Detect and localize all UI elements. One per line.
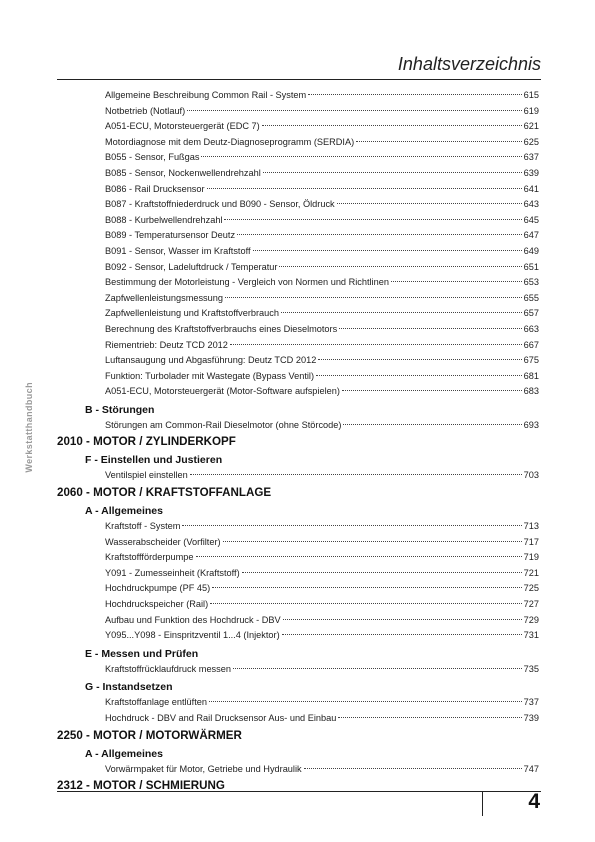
footer-divider bbox=[57, 791, 541, 792]
toc-entry[interactable] bbox=[105, 550, 539, 566]
toc-entry-page: 657 bbox=[523, 308, 539, 319]
dot-leader bbox=[237, 234, 522, 235]
toc-entry[interactable] bbox=[105, 662, 539, 678]
toc-entry[interactable] bbox=[105, 104, 539, 120]
toc-entry-title: Y091 - Zumesseinheit (Kraftstoff) bbox=[105, 567, 240, 578]
toc-entry-page: 735 bbox=[523, 663, 539, 674]
toc-entry[interactable] bbox=[105, 519, 539, 535]
toc-entry-title: B086 - Rail Drucksensor bbox=[105, 183, 205, 194]
toc-entry-page: 729 bbox=[523, 614, 539, 625]
toc-entry-page: 663 bbox=[523, 323, 539, 334]
toc-entry-title: Zapfwellenleistung und Kraftstoffverbrauch bbox=[105, 308, 279, 319]
toc-entry-title: B055 - Sensor, Fußgas bbox=[105, 152, 200, 163]
toc-entry-title: Y095...Y098 - Einspritzventil 1...4 (Injektor) bbox=[105, 630, 280, 641]
toc-entry-title: B092 - Sensor, Ladeluftdruck / Temperatur bbox=[105, 261, 278, 272]
toc-entry-page: 727 bbox=[523, 599, 539, 610]
dot-leader bbox=[224, 219, 521, 220]
toc-entry-title: Hochdruckspeicher (Rail) bbox=[105, 599, 209, 610]
section-heading: E - Messen und Prüfen bbox=[85, 647, 199, 660]
toc-entry-title: Kraftstoffrücklaufdruck messen bbox=[105, 663, 231, 674]
toc-entry[interactable] bbox=[105, 291, 539, 307]
section-heading: A - Allgemeines bbox=[85, 747, 163, 760]
toc-entry-page: 651 bbox=[523, 261, 539, 272]
dot-leader bbox=[281, 312, 522, 313]
toc-entry-page: 619 bbox=[523, 105, 539, 116]
toc-entry[interactable] bbox=[105, 711, 539, 727]
toc-entry-title: Kraftstoffanlage entlüften bbox=[105, 697, 207, 708]
toc-entry-title: Motordiagnose mit dem Deutz-Diagnoseprogramm (SERDIA) bbox=[105, 136, 355, 147]
toc-entry[interactable] bbox=[105, 369, 539, 385]
toc-entry-title: Zapfwellenleistungsmessung bbox=[105, 292, 223, 303]
chapter-heading: 2010 - MOTOR / ZYLINDERKOPF bbox=[57, 435, 236, 449]
toc-entry[interactable] bbox=[105, 613, 539, 629]
toc-entry-title: Ventilspiel einstellen bbox=[105, 470, 188, 481]
table-of-contents bbox=[57, 88, 541, 794]
toc-entry-title: Notbetrieb (Notlauf) bbox=[105, 105, 186, 116]
dot-leader bbox=[212, 587, 521, 588]
toc-entry-page: 643 bbox=[523, 199, 539, 210]
section-heading: B - Störungen bbox=[85, 403, 155, 416]
toc-entry-page: 655 bbox=[523, 292, 539, 303]
toc-entry-page: 639 bbox=[523, 167, 539, 178]
dot-leader bbox=[225, 297, 522, 298]
toc-entry[interactable] bbox=[105, 384, 539, 400]
toc-entry-page: 725 bbox=[523, 583, 539, 594]
dot-leader bbox=[338, 717, 521, 718]
toc-entry[interactable] bbox=[105, 119, 539, 135]
toc-entry-title: Berechnung des Kraftstoffverbrauchs eines Dieselmotors bbox=[105, 323, 338, 334]
toc-entry-page: 739 bbox=[523, 713, 539, 723]
dot-leader bbox=[356, 141, 521, 142]
toc-entry-title: Kraftstoff - System bbox=[105, 521, 181, 532]
toc-entry-page: 645 bbox=[523, 214, 539, 225]
toc-entry-title: Vorwärmpaket für Motor, Getriebe und Hydraulik bbox=[105, 763, 302, 774]
dot-leader bbox=[233, 668, 522, 669]
footer-vertical-divider bbox=[482, 791, 483, 816]
dot-leader bbox=[391, 281, 522, 282]
toc-entry-page: 717 bbox=[523, 536, 539, 547]
toc-entry[interactable] bbox=[105, 213, 539, 229]
toc-entry[interactable] bbox=[105, 581, 539, 597]
toc-entry[interactable] bbox=[105, 135, 539, 151]
section-heading: F - Einstellen und Justieren bbox=[85, 454, 223, 467]
dot-leader bbox=[283, 619, 522, 620]
dot-leader bbox=[207, 188, 522, 189]
toc-entry-page: 625 bbox=[523, 136, 539, 147]
toc-entry-page: 681 bbox=[523, 370, 539, 381]
dot-leader bbox=[253, 250, 522, 251]
dot-leader bbox=[262, 125, 522, 126]
toc-entry-page: 647 bbox=[523, 230, 539, 241]
toc-entry[interactable] bbox=[105, 566, 539, 582]
toc-entry[interactable] bbox=[105, 353, 539, 369]
toc-entry[interactable] bbox=[105, 228, 539, 244]
dot-leader bbox=[190, 474, 522, 475]
toc-entry[interactable] bbox=[105, 150, 539, 166]
toc-entry-title: Luftansaugung und Abgasführung: Deutz TCD 2012 bbox=[105, 355, 317, 366]
dot-leader bbox=[196, 556, 522, 557]
page-title: Inhaltsverzeichnis bbox=[397, 54, 541, 74]
dot-leader bbox=[304, 768, 522, 769]
toc-entry-title: A051-ECU, Motorsteuergerät (Motor-Software aufspielen) bbox=[105, 386, 340, 397]
toc-entry-title: B088 - Kurbelwellendrehzahl bbox=[105, 214, 223, 225]
dot-leader bbox=[210, 603, 522, 604]
dot-leader bbox=[316, 375, 522, 376]
toc-entry-title: Wasserabscheider (Vorfilter) bbox=[105, 536, 221, 547]
toc-entry-title: Störungen am Common-Rail Dieselmotor (ohne Störcode) bbox=[105, 419, 342, 430]
toc-entry-page: 621 bbox=[523, 121, 539, 132]
toc-entry-page: 615 bbox=[523, 90, 539, 100]
dot-leader bbox=[201, 156, 521, 157]
toc-entry-title: B085 - Sensor, Nockenwellendrehzahl bbox=[105, 167, 261, 178]
toc-entry-title: A051-ECU, Motorsteuergerät (EDC 7) bbox=[105, 121, 260, 132]
toc-entry-page: 693 bbox=[523, 419, 539, 430]
dot-leader bbox=[242, 572, 522, 573]
toc-entry-title: Funktion: Turbolader mit Wastegate (Bypass Ventil) bbox=[105, 370, 315, 381]
toc-entry-page: 719 bbox=[523, 552, 539, 563]
toc-entry[interactable] bbox=[105, 695, 539, 711]
toc-entry[interactable] bbox=[105, 597, 539, 613]
dot-leader bbox=[209, 701, 522, 702]
toc-entry-title: B087 - Kraftstoffniederdruck und B090 - Sensor, Öldruck bbox=[105, 199, 335, 210]
side-label: Werkstatthandbuch bbox=[24, 382, 34, 473]
toc-entry-title: B089 - Temperatursensor Deutz bbox=[105, 230, 236, 241]
chapter-heading: 2250 - MOTOR / MOTORWÄRMER bbox=[57, 728, 242, 742]
toc-entry-title: Hochdruckpumpe (PF 45) bbox=[105, 583, 211, 594]
toc-entry[interactable] bbox=[105, 418, 539, 434]
dot-leader bbox=[308, 94, 521, 95]
toc-entry[interactable] bbox=[105, 260, 539, 276]
toc-entry[interactable] bbox=[105, 197, 539, 213]
dot-leader bbox=[187, 110, 521, 111]
toc-entry[interactable] bbox=[105, 275, 539, 291]
toc-entry-page: 649 bbox=[523, 245, 539, 256]
toc-entry[interactable] bbox=[105, 762, 539, 778]
toc-entry-page: 667 bbox=[523, 339, 539, 350]
dot-leader bbox=[282, 634, 522, 635]
section-heading: G - Instandsetzen bbox=[85, 681, 173, 694]
dot-leader bbox=[230, 344, 522, 345]
toc-entry[interactable] bbox=[105, 88, 539, 104]
toc-entry-page: 721 bbox=[523, 567, 539, 578]
toc-entry[interactable] bbox=[105, 338, 539, 354]
dot-leader bbox=[342, 390, 522, 391]
dot-leader bbox=[318, 359, 521, 360]
toc-entry[interactable] bbox=[105, 535, 539, 551]
toc-entry[interactable] bbox=[105, 628, 539, 644]
toc-entry-title: Allgemeine Beschreibung Common Rail - System bbox=[105, 90, 307, 100]
chapter-heading: 2060 - MOTOR / KRAFTSTOFFANLAGE bbox=[57, 486, 272, 500]
dot-leader bbox=[263, 172, 522, 173]
toc-entry[interactable] bbox=[105, 468, 539, 484]
toc-entry-page: 641 bbox=[523, 183, 539, 194]
dot-leader bbox=[343, 424, 521, 425]
toc-entry-title: Bestimmung der Motorleistung - Vergleich von Normen und Richtlinen bbox=[105, 277, 389, 288]
dot-leader bbox=[339, 328, 521, 329]
toc-entry-title: Riementrieb: Deutz TCD 2012 bbox=[105, 339, 228, 350]
toc-entry-title: B091 - Sensor, Wasser im Kraftstoff bbox=[105, 245, 251, 256]
header-divider bbox=[57, 79, 541, 80]
section-heading: A - Allgemeines bbox=[85, 505, 163, 518]
toc-entry-page: 703 bbox=[523, 470, 539, 481]
dot-leader bbox=[337, 203, 522, 204]
page-number: 4 bbox=[528, 790, 540, 813]
toc-entry[interactable] bbox=[105, 166, 539, 182]
toc-entry-page: 675 bbox=[523, 355, 539, 366]
chapter-heading: 2312 - MOTOR / SCHMIERUNG bbox=[57, 779, 225, 793]
toc-entry-page: 637 bbox=[523, 152, 539, 163]
toc-entry-page: 731 bbox=[523, 630, 539, 641]
toc-entry-page: 713 bbox=[523, 521, 539, 532]
toc-entry-page: 653 bbox=[523, 277, 539, 288]
toc-entry[interactable] bbox=[105, 244, 539, 260]
dot-leader bbox=[182, 525, 521, 526]
toc-entry[interactable] bbox=[105, 182, 539, 198]
toc-entry-page: 683 bbox=[523, 386, 539, 397]
toc-entry-title: Kraftstoffförderpumpe bbox=[105, 552, 194, 563]
toc-entry-page: 747 bbox=[523, 763, 539, 774]
dot-leader bbox=[223, 541, 522, 542]
toc-entry-title: Aufbau und Funktion des Hochdruck - DBV bbox=[105, 614, 281, 625]
toc-entry-page: 737 bbox=[523, 697, 539, 708]
toc-entry[interactable] bbox=[105, 306, 539, 322]
dot-leader bbox=[279, 266, 521, 267]
toc-entry-title: Hochdruck - DBV and Rail Drucksensor Aus- und Einbau bbox=[105, 713, 337, 723]
toc-entry[interactable] bbox=[105, 322, 539, 338]
